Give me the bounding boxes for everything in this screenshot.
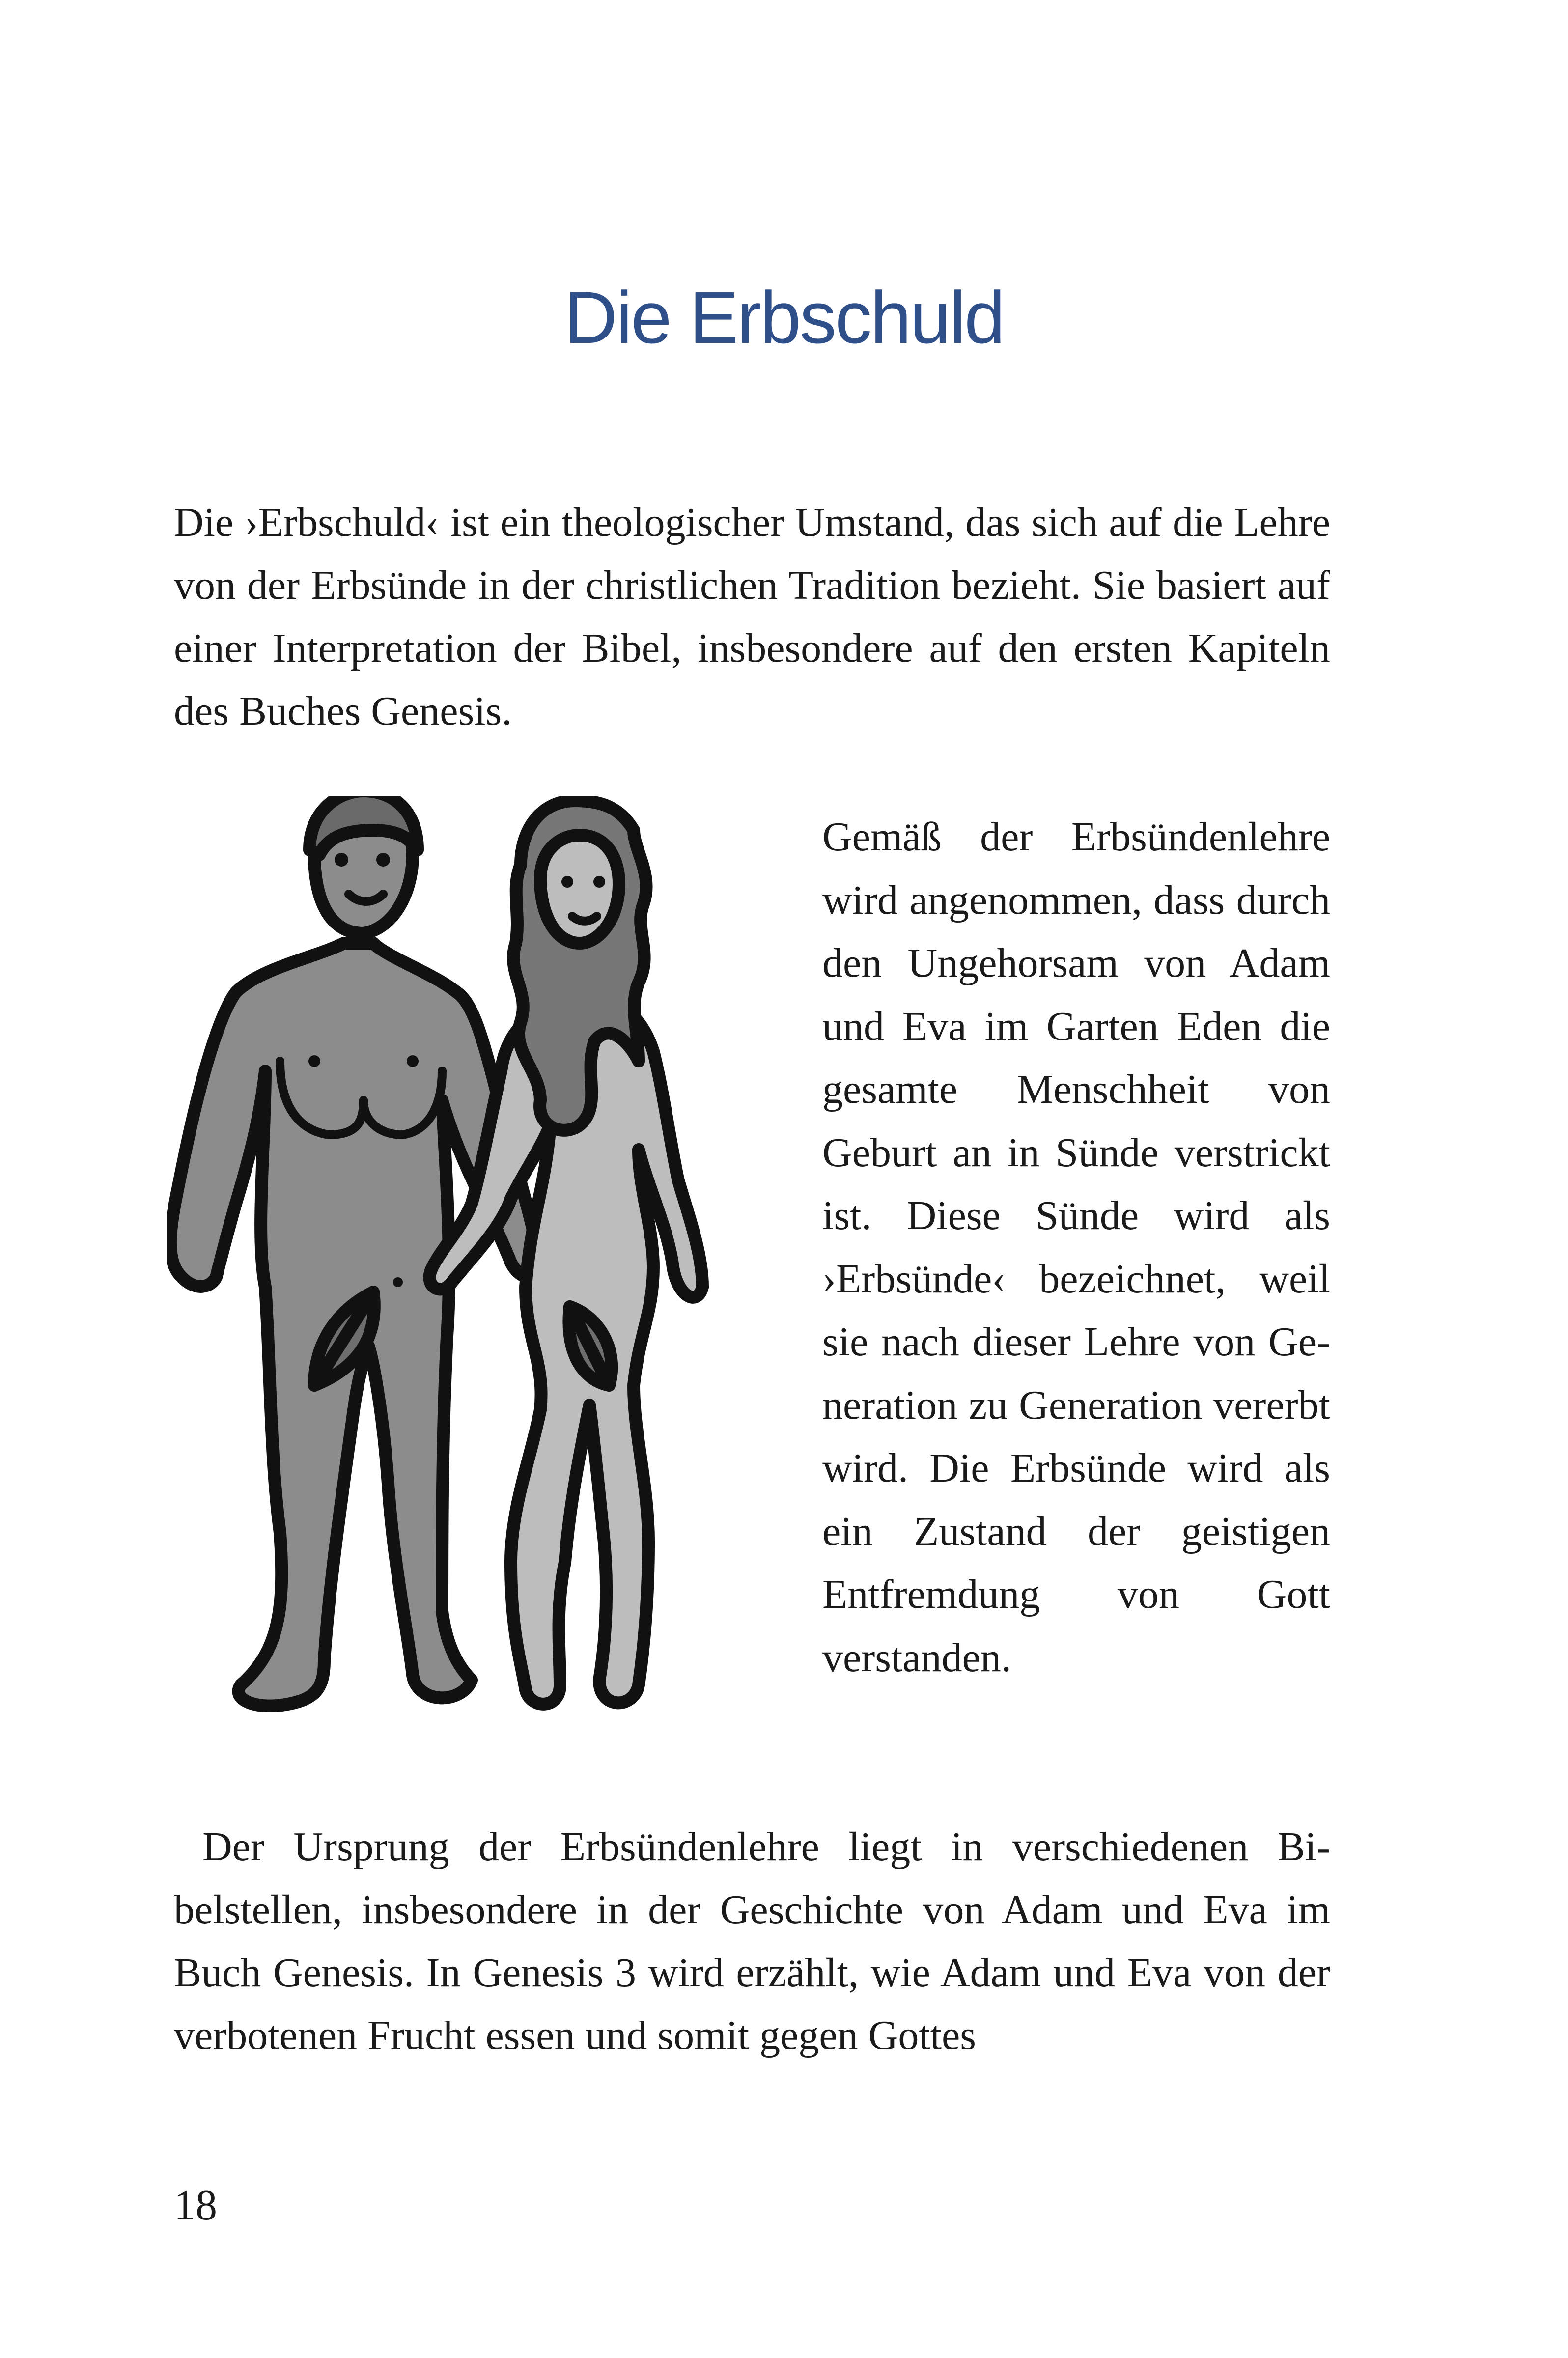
eve-face [540,835,619,943]
adam-and-eve-icon [167,796,796,1759]
page-title: Die Erbschuld [564,276,1004,359]
side-paragraph: Gemäß der Erbsündenlehre wird angenommen, dass durch den Ungehorsam von Adam und Eva im Garten Eden die gesamte Menschheit von Geburt an in Sünde verstrickt ist. Diese Sünde wird als ›Erbsünde‹ bezeichnet, weil sie nach dieser Lehre von Generation zu Generation vererbt wird. Die Erbsünde wird als ein Zustand der geistigen Entfremdung von Gott verstanden. [822,814,1330,1681]
adam-and-eve-illustration [167,796,796,1759]
origin-paragraph: Der Ursprung der Erbsündenlehre liegt in verschiedenen Bibelstellen, insbesondere in der Geschichte von Adam und Eva im Buch Genesis. In Genesis 3 wird erzählt, wie Adam und Eva von der verbotenen Frucht essen und somit gegen Gottes [174,1824,1330,2058]
page-number: 18 [174,2182,217,2229]
intro-paragraph: Die ›Erbschuld‹ ist ein theologischer Umstand, das sich auf die Lehre von der Erbsünde in der christlichen Tradition bezieht. Sie basiert auf einer Interpretation der Bibel, insbesondere auf den ersten Kapiteln des Buches Genesis. [174,500,1330,734]
